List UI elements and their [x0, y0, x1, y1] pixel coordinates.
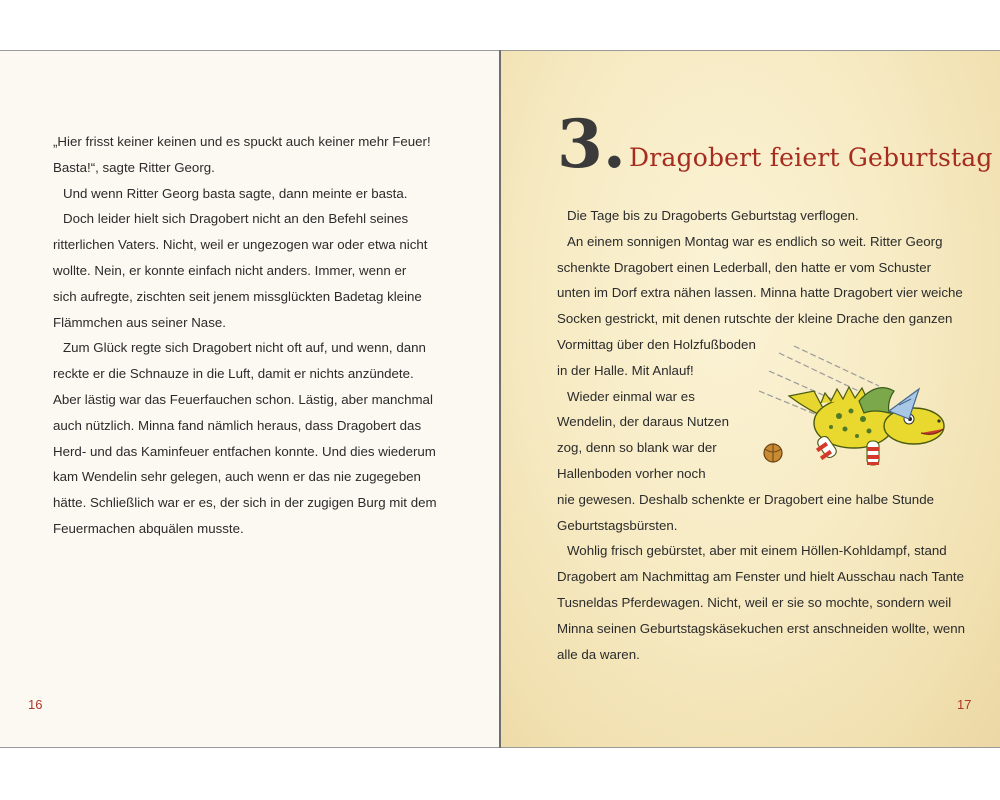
left-page-text	[53, 129, 437, 542]
text-line: Dragobert am Nachmittag am Fenster und hielt Ausschau nach Tante	[557, 569, 965, 585]
text-line: auch nützlich. Minna fand nämlich heraus, dass Dragobert das	[53, 417, 422, 433]
text-line: An einem sonnigen Montag war es endlich so weit. Ritter Georg	[567, 233, 943, 249]
left-page	[0, 50, 499, 748]
chapter-title: Dragobert feiert Geburtstag	[629, 143, 993, 172]
text-line: Herd- und das Kaminfeuer entfachen konnte. Und dies wiederum	[53, 443, 436, 459]
page-number-right: 17	[957, 697, 972, 712]
text-line: ritterlichen Vaters. Nicht, weil er ungezogen war oder etwa nicht	[53, 237, 428, 253]
text-line: Und wenn Ritter Georg basta sagte, dann meinte er basta.	[63, 185, 408, 201]
text-line: Hallenboden vorher noch	[557, 465, 706, 481]
text-line: schenkte Dragobert einen Lederball, den hatte er vom Schuster	[557, 259, 932, 275]
text-line: unten im Dorf extra nähen lassen. Minna hatte Dragobert vier weiche	[557, 285, 963, 301]
text-line: alle da waren.	[557, 646, 640, 662]
text-line: Socken gestrickt, mit denen rutschte der kleine Drache den ganzen	[557, 311, 953, 327]
dragon-illustration	[759, 341, 959, 476]
text-line: Doch leider hielt sich Dragobert nicht an den Befehl seines	[63, 211, 409, 227]
text-line: Feuermachen abquälen musste.	[53, 520, 244, 536]
chapter-number: 3.	[557, 105, 626, 183]
text-line: Zum Glück regte sich Dragobert nicht oft auf, und wenn, dann	[63, 340, 426, 356]
text-line: Vormittag über den Holzfußboden	[557, 336, 756, 352]
text-line: Wohlig frisch gebürstet, aber mit einem Höllen-Kohldampf, stand	[567, 543, 947, 559]
text-line: reckte er die Schnauze in die Luft, damit er nichts anzündete.	[53, 366, 414, 382]
text-line: kam Wendelin sehr gelegen, auch wenn er das nie zugegeben	[53, 469, 421, 485]
text-line: sich aufregte, zischten seit jenem missglückten Badetag kleine	[53, 288, 422, 304]
page-number-left: 16	[28, 697, 43, 712]
text-line: Wendelin, der daraus Nutzen	[557, 414, 729, 430]
text-line: hätte. Schließlich war er es, der sich in der zugigen Burg mit dem	[53, 495, 437, 511]
text-line: Die Tage bis zu Dragoberts Geburtstag verflogen.	[567, 208, 859, 223]
text-line: „Hier frisst keiner keinen und es spuckt auch keiner mehr Feuer!	[53, 134, 431, 149]
leather-ball-icon	[764, 444, 782, 462]
text-line: in der Halle. Mit Anlauf!	[557, 362, 694, 378]
text-line: zog, denn so blank war der	[557, 440, 717, 456]
text-line: Flämmchen aus seiner Nase.	[53, 314, 226, 330]
right-page	[501, 50, 1000, 748]
text-line: wollte. Nein, er konnte einfach nicht anders. Immer, wenn er	[53, 262, 407, 278]
text-line: Aber lästig war das Feuerfauchen schon. Lästig, aber manchmal	[53, 391, 433, 407]
text-line: Wieder einmal war es	[567, 388, 695, 404]
text-line: Geburtstagsbürsten.	[557, 517, 678, 533]
text-line: Tusneldas Pferdewagen. Nicht, weil er sie so mochte, sondern weil	[557, 594, 952, 610]
text-line: Minna seinen Geburtstagskäsekuchen erst anschneiden wollte, wenn	[557, 620, 966, 636]
text-line: Basta!“, sagte Ritter Georg.	[53, 159, 215, 175]
book-spread	[0, 50, 1000, 748]
text-line: nie gewesen. Deshalb schenkte er Dragobert eine halbe Stunde	[557, 491, 934, 507]
